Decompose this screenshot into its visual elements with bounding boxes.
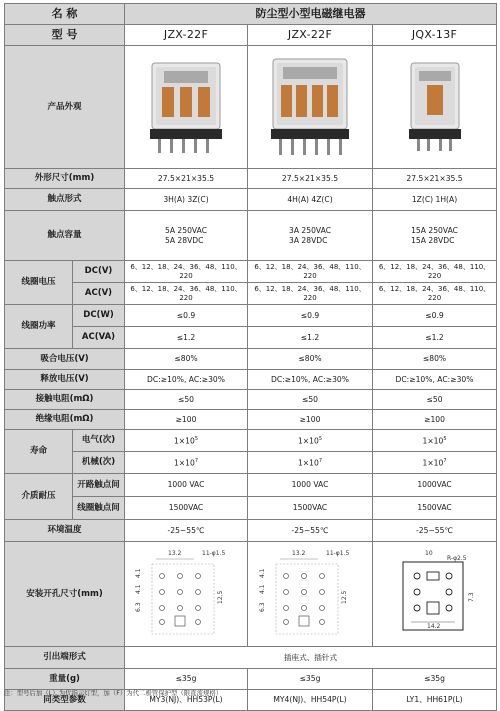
model-3: JQX-13F [373,25,497,46]
appearance-label: 产品外观 [5,46,125,169]
dimensions-value: 27.5×21×35.5 [125,169,248,189]
dielectric-label: 介质耐压 [5,474,73,520]
dielectric-open-label: 开路触点间 [73,474,125,497]
coil-voltage-dc-value: 6、12、18、24、36、48、110、220 [373,261,497,283]
relay-image-1 [125,46,248,169]
dim-v2: 4.1 [135,584,142,594]
release-voltage-value: DC:≥10%, AC:≥30% [125,370,248,390]
coil-power-dc-value: ≤0.9 [248,305,373,327]
relay-image-2 [248,46,373,169]
relay-3pole-icon [144,57,228,157]
model-1: JZX-22F [125,25,248,46]
dim-hole: 11-φ1.5 [326,550,350,557]
ambient-temp-value: -25~55℃ [125,520,248,542]
release-voltage-value: DC:≥10%, AC:≥30% [373,370,497,390]
contact-capacity-label: 触点容量 [5,211,125,261]
contact-capacity-value: 3A 250VAC 3A 28VDC [248,211,373,261]
contact-resistance-value: ≤50 [373,390,497,410]
insulation-resistance-value: ≥100 [373,410,497,430]
model-2: JZX-22F [248,25,373,46]
life-electrical-value: $1\times 10^5$ [125,430,248,452]
mounting-drawing-3 [373,542,497,647]
dim-v3: 6.3 [135,602,142,612]
pickup-voltage-label: 吸合电压(V) [5,349,125,370]
mounting-hole-diagram-icon [254,546,366,642]
coil-voltage-ac-value: 6、12、18、24、36、48、110、220 [125,283,248,305]
life-mechanical-label: 机械(次) [73,452,125,474]
contact-form-value: 4H(A) 4Z(C) [248,189,373,211]
contact-resistance-value: ≤50 [248,390,373,410]
spec-table [4,3,497,711]
coil-voltage-dc-value: 6、12、18、24、36、48、110、220 [125,261,248,283]
ambient-temp-label: 环境温度 [5,520,125,542]
dielectric-coil-value: 1500VAC [248,497,373,520]
dielectric-open-value: 1000VAC [373,474,497,497]
ambient-temp-value: -25~55℃ [248,520,373,542]
name-header: 名 称 [5,4,125,25]
coil-power-ac-label: AC(VA) [73,327,125,349]
dim-right: 7.3 [467,592,475,602]
dim-top: 13.2 [168,550,182,557]
life-mechanical-value: $1\times 10^7$ [125,452,248,474]
terminal-form-label: 引出端形式 [5,647,125,669]
insulation-resistance-label: 绝缘电阻(mΩ) [5,410,125,430]
mounting-hole-diagram-icon [385,546,485,642]
coil-power-label: 线圈功率 [5,305,73,349]
dielectric-coil-value: 1500VAC [373,497,497,520]
pickup-voltage-value: ≤80% [248,349,373,370]
weight-value: ≤35g [248,669,373,690]
life-electrical-label: 电气(次) [73,430,125,452]
relay-4pole-icon [267,55,353,159]
coil-power-dc-label: DC(W) [73,305,125,327]
ambient-temp-value: -25~55℃ [373,520,497,542]
release-voltage-value: DC:≥10%, AC:≥30% [248,370,373,390]
mounting-hole-diagram-icon [130,546,242,642]
coil-power-dc-value: ≤0.9 [373,305,497,327]
weight-value: ≤35g [373,669,497,690]
dim-top: 13.2 [292,550,306,557]
life-electrical-value: $1\times 10^5$ [248,430,373,452]
coil-power-ac-value: ≤1.2 [373,327,497,349]
relay-1pole-icon [405,59,465,155]
dim-hole: R-φ2.5 [446,555,467,562]
dimensions-value: 27.5×21×35.5 [248,169,373,189]
model-header: 型 号 [5,25,125,46]
weight-label: 重量(g) [5,669,125,690]
dim-hole: 11-φ1.5 [202,550,226,557]
weight-value: ≤35g [125,669,248,690]
footnote: 注：型号后加（L）为代指示灯型，加（F）为代二极管保护型（限直流规格） [4,689,223,697]
similar-types-label: 同类型参数 [5,690,125,711]
dim-top: 10 [424,550,433,557]
pickup-voltage-value: ≤80% [125,349,248,370]
similar-types-value: MY4(NJ)、HH54P(L) [248,690,373,711]
coil-power-dc-value: ≤0.9 [125,305,248,327]
dim-v1: 4.1 [135,568,142,578]
contact-resistance-label: 接触电阻(mΩ) [5,390,125,410]
insulation-resistance-value: ≥100 [125,410,248,430]
contact-form-label: 触点形式 [5,189,125,211]
dim-right: 12.5 [217,590,224,604]
dimensions-label: 外形尺寸(mm) [5,169,125,189]
pickup-voltage-value: ≤80% [373,349,497,370]
coil-voltage-ac-value: 6、12、18、24、36、48、110、220 [373,283,497,305]
dim-right: 12.5 [341,590,348,604]
dim-v3: 6.3 [259,602,266,612]
dimensions-value: 27.5×21×35.5 [373,169,497,189]
mounting-label: 安装开孔尺寸(mm) [5,542,125,647]
coil-power-ac-value: ≤1.2 [125,327,248,349]
release-voltage-label: 释放电压(V) [5,370,125,390]
dielectric-coil-label: 线圈触点间 [73,497,125,520]
terminal-form-value: 插座式、插针式 [125,647,497,669]
contact-form-value: 3H(A) 3Z(C) [125,189,248,211]
contact-form-value: 1Z(C) 1H(A) [373,189,497,211]
life-mechanical-value: $1\times 10^7$ [373,452,497,474]
dim-v1: 4.1 [259,568,266,578]
life-mechanical-value: $1\times 10^7$ [248,452,373,474]
life-electrical-value: $1\times 10^5$ [373,430,497,452]
coil-voltage-label: 线圈电压 [5,261,73,305]
coil-voltage-dc-label: DC(V) [73,261,125,283]
life-label: 寿命 [5,430,73,474]
coil-voltage-dc-value: 6、12、18、24、36、48、110、220 [248,261,373,283]
contact-resistance-value: ≤50 [125,390,248,410]
coil-power-ac-value: ≤1.2 [248,327,373,349]
dim-bottom: 14.2 [426,623,440,630]
contact-capacity-value: 15A 250VAC 15A 28VDC [373,211,497,261]
mounting-drawing-1 [125,542,248,647]
coil-voltage-ac-label: AC(V) [73,283,125,305]
dim-v2: 4.1 [259,584,266,594]
dielectric-coil-value: 1500VAC [125,497,248,520]
insulation-resistance-value: ≥100 [248,410,373,430]
product-title: 防尘型小型电磁继电器 [125,4,497,25]
dielectric-open-value: 1000 VAC [248,474,373,497]
dielectric-open-value: 1000 VAC [125,474,248,497]
similar-types-value: LY1、HH61P(L) [373,690,497,711]
similar-types-value: MY3(NJ)、HH53P(L) [125,690,248,711]
coil-voltage-ac-value: 6、12、18、24、36、48、110、220 [248,283,373,305]
relay-image-3 [373,46,497,169]
mounting-drawing-2 [248,542,373,647]
contact-capacity-value: 5A 250VAC 5A 28VDC [125,211,248,261]
